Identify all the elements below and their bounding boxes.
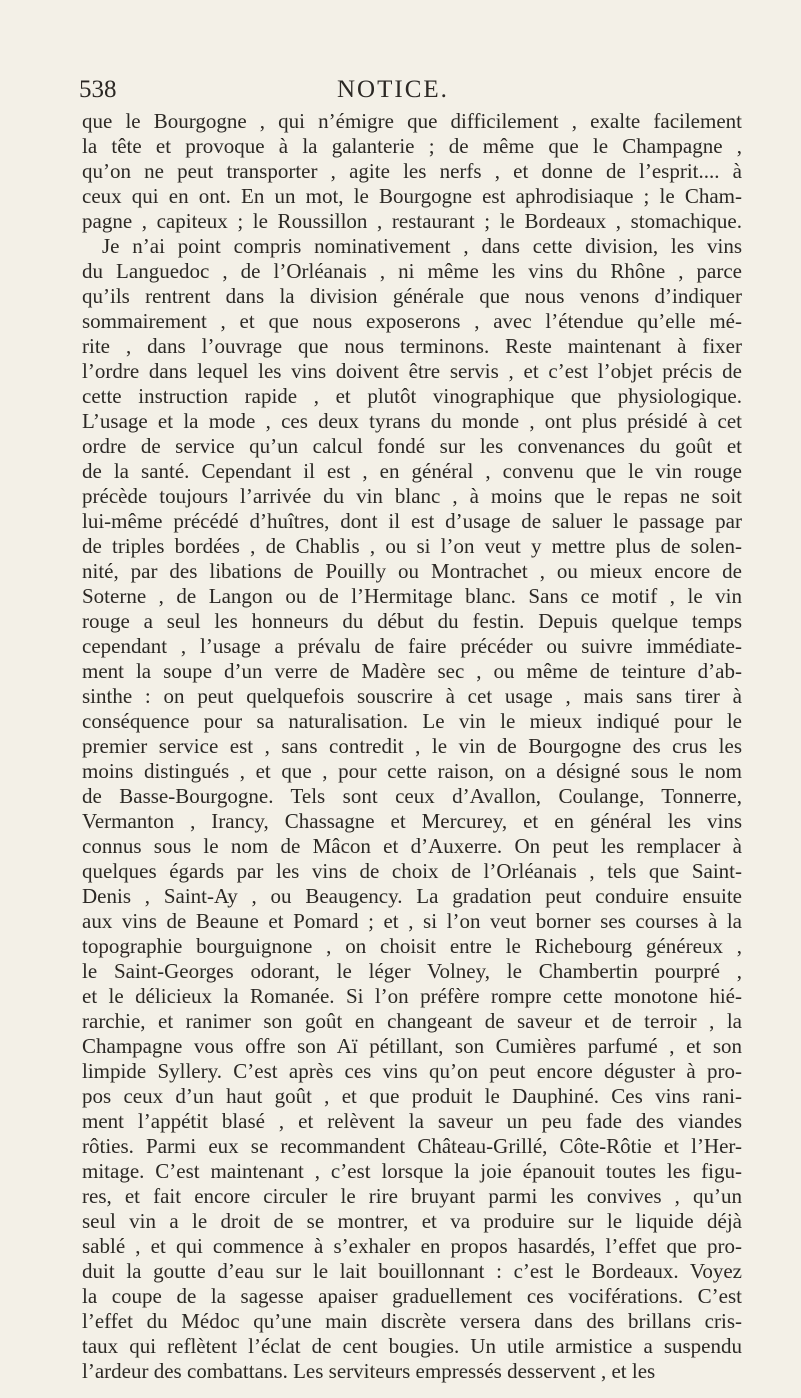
text-line: pos ceux d’un haut goût , et que produit le Dauphiné. Ces vins rani- — [82, 1084, 742, 1108]
text-line: sommairement , et que nous exposerons , avec l’étendue qu’elle mé- — [82, 309, 742, 333]
text-line: et le délicieux la Romanée. Si l’on préfère rompre cette monotone hié- — [82, 984, 742, 1008]
text-line: ordre de service qu’un calcul fondé sur les convenances du goût et — [82, 434, 742, 458]
text-line: rouge a seul les honneurs du début du festin. Depuis quelque temps — [82, 609, 742, 633]
text-line: duit la goutte d’eau sur le lait bouillonnant : c’est le Bordeaux. Voyez — [82, 1259, 742, 1283]
text-line: connus sous le nom de Mâcon et d’Auxerre. On peut les remplacer à — [82, 834, 742, 858]
text-line: qu’ils rentrent dans la division générale que nous venons d’indiquer — [82, 284, 742, 308]
text-line: l’ardeur des combattans. Les serviteurs empressés desservent , et les — [82, 1359, 656, 1383]
text-line: sablé , et qui commence à s’exhaler en propos hasardés, l’effet que pro- — [82, 1234, 742, 1258]
text-line: cependant , l’usage a prévalu de faire précéder ou suivre immédiate- — [82, 634, 742, 658]
text-line: moins distingués , et que , pour cette raison, on a désigné sous le nom — [82, 759, 742, 783]
text-line: limpide Syllery. C’est après ces vins qu’on peut encore déguster à pro- — [82, 1059, 742, 1083]
text-line: la coupe de la sagesse apaiser graduellement ces vociférations. C’est — [82, 1284, 742, 1308]
text-line: rarchie, et ranimer son goût en changeant de saveur et de terroir , la — [82, 1009, 742, 1033]
text-line: premier service est , sans contredit , le vin de Bourgogne des crus les — [82, 734, 742, 758]
text-line: ment l’appétit blasé , et relèvent la saveur un peu fade des viandes — [82, 1109, 742, 1133]
text-line: Je n’ai point compris nominativement , dans cette division, les vins — [102, 234, 742, 258]
text-line: ment la soupe d’un verre de Madère sec , ou même de teinture d’ab- — [82, 659, 742, 683]
text-line: L’usage et la mode , ces deux tyrans du monde , ont plus présidé à cet — [82, 409, 742, 433]
text-line: aux vins de Beaune et Pomard ; et , si l’on veut borner ses courses à la — [82, 909, 742, 933]
text-line: sinthe : on peut quelquefois souscrire à cet usage , mais sans tirer à — [82, 684, 742, 708]
text-line: Soterne , de Langon ou de l’Hermitage blanc. Sans ce motif , le vin — [82, 584, 742, 608]
text-line: qu’on ne peut transporter , agite les nerfs , et donne de l’esprit.... à — [82, 159, 742, 183]
text-line: de la santé. Cependant il est , en général , convenu que le vin rouge — [82, 459, 742, 483]
text-line: le Saint-Georges odorant, le léger Volney, le Chambertin pourpré , — [82, 959, 742, 983]
text-line: Vermanton , Irancy, Chassagne et Mercurey, et en général les vins — [82, 809, 742, 833]
text-line: rôties. Parmi eux se recommandent Château-Grillé, Côte-Rôtie et l’Her- — [82, 1134, 742, 1158]
text-line: pagne , capiteux ; le Roussillon , restaurant ; le Bordeaux , stomachique. — [82, 209, 742, 233]
text-line: lui-même précédé d’huîtres, dont il est d’usage de saluer le passage par — [82, 509, 742, 533]
text-line: du Languedoc , de l’Orléanais , ni même les vins du Rhône , parce — [82, 259, 742, 283]
running-head: NOTICE. — [337, 76, 449, 103]
text-line: quelques égards par les vins de choix de l’Orléanais , tels que Saint- — [82, 859, 742, 883]
text-line: l’ordre dans lequel les vins doivent être servis , et c’est l’objet précis de — [82, 359, 742, 383]
text-line: seul vin a le droit de se montrer, et va produire sur le liquide déjà — [82, 1209, 742, 1233]
text-line: cette instruction rapide , et plutôt vinographique que physiologique. — [82, 384, 742, 408]
text-line: taux qui reflètent l’éclat de cent bougies. Un utile armistice a suspendu — [82, 1334, 742, 1358]
page-header — [79, 76, 739, 108]
page-number: 538 — [79, 76, 117, 103]
text-line: Denis , Saint-Ay , ou Beaugency. La gradation peut conduire ensuite — [82, 884, 742, 908]
text-line: ceux qui en ont. En un mot, le Bourgogne est aphrodisiaque ; le Cham- — [82, 184, 742, 208]
text-line: l’effet du Médoc qu’une main discrète versera dans des brillans cris- — [82, 1309, 742, 1333]
text-line: nité, par des libations de Pouilly ou Montrachet , ou mieux encore de — [82, 559, 742, 583]
text-line: de Basse-Bourgogne. Tels sont ceux d’Avallon, Coulange, Tonnerre, — [82, 784, 742, 808]
text-line: de triples bordées , de Chablis , ou si l’on veut y mettre plus de solen- — [82, 534, 742, 558]
text-line: la tête et provoque à la galanterie ; de même que le Champagne , — [82, 134, 742, 158]
text-line: rite , dans l’ouvrage que nous terminons. Reste maintenant à fixer — [82, 334, 742, 358]
text-line: topographie bourguignone , on choisit entre le Richebourg généreux , — [82, 934, 742, 958]
text-line: mitage. C’est maintenant , c’est lorsque la joie épanouit toutes les figu- — [82, 1159, 742, 1183]
text-line: précède toujours l’arrivée du vin blanc , à moins que le repas ne soit — [82, 484, 742, 508]
text-line: que le Bourgogne , qui n’émigre que difficilement , exalte facilement — [82, 109, 742, 133]
text-line: conséquence pour sa naturalisation. Le vin le mieux indiqué pour le — [82, 709, 742, 733]
text-line: Champagne vous offre son Aï pétillant, son Cumières parfumé , et son — [82, 1034, 742, 1058]
text-line: res, et fait encore circuler le rire bruyant parmi les convives , qu’un — [82, 1184, 742, 1208]
